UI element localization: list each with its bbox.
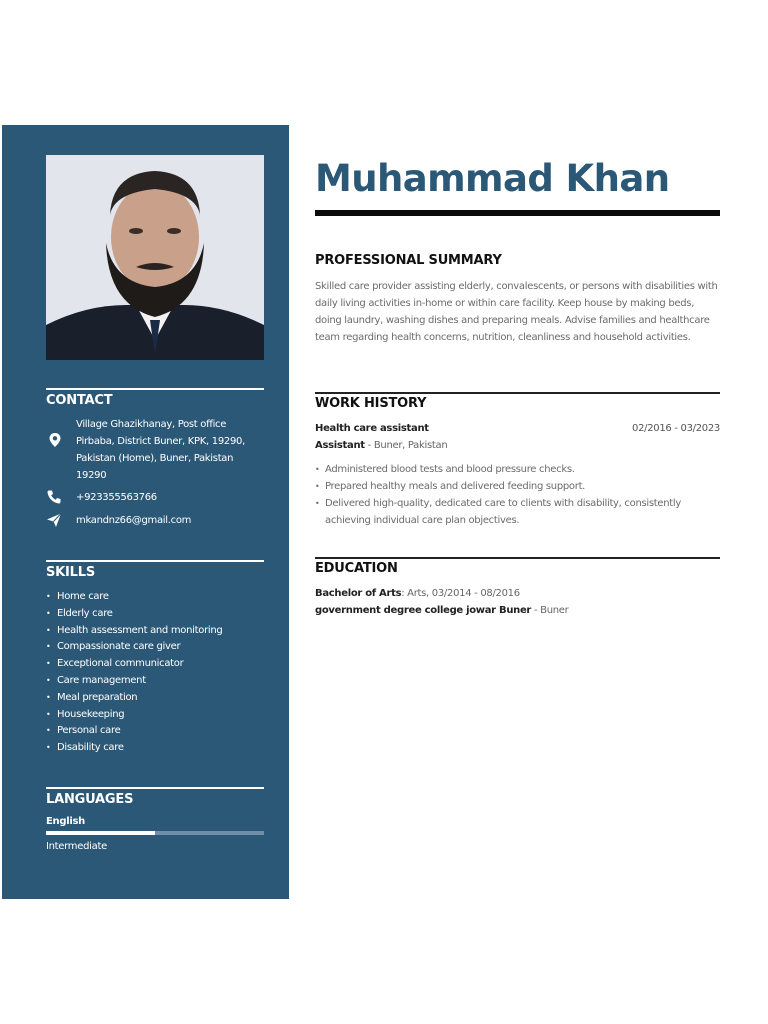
job-role: Assistant bbox=[315, 440, 365, 451]
job-dates: 02/2016 - 03/2023 bbox=[632, 423, 720, 434]
skill-item: • Care management bbox=[46, 673, 264, 690]
degree-row bbox=[315, 588, 720, 599]
contact-divider bbox=[46, 388, 264, 390]
job-title-row bbox=[315, 423, 720, 434]
skill-item: • Elderly care bbox=[46, 606, 264, 623]
skill-item: • Personal care bbox=[46, 723, 264, 740]
contact-heading: CONTACT bbox=[46, 393, 113, 408]
sidebar bbox=[2, 125, 289, 899]
job-location: - Buner, Pakistan bbox=[367, 440, 448, 451]
skills-list bbox=[46, 589, 264, 757]
school-row bbox=[315, 605, 720, 616]
language-proficiency-bar bbox=[46, 831, 264, 835]
skill-item: • Meal preparation bbox=[46, 690, 264, 707]
education-heading: EDUCATION bbox=[315, 561, 398, 576]
work-heading: WORK HISTORY bbox=[315, 396, 427, 411]
languages-section bbox=[46, 787, 264, 852]
main-content bbox=[315, 125, 720, 899]
language-level: Intermediate bbox=[46, 841, 107, 852]
language-proficiency-fill bbox=[46, 831, 155, 835]
job-role-row bbox=[315, 440, 720, 451]
language-name: English bbox=[46, 816, 85, 827]
skill-item: • Exceptional communicator bbox=[46, 656, 264, 673]
skills-heading: SKILLS bbox=[46, 565, 96, 580]
send-icon bbox=[46, 512, 62, 528]
skill-item: • Home care bbox=[46, 589, 264, 606]
profile-photo bbox=[46, 155, 264, 360]
work-divider bbox=[315, 392, 720, 394]
job-duty: • Prepared healthy meals and delivered feeding support. bbox=[315, 478, 720, 495]
languages-divider bbox=[46, 787, 264, 789]
job-title: Health care assistant bbox=[315, 423, 429, 434]
location-pin-icon bbox=[47, 432, 63, 448]
skill-item: • Disability care bbox=[46, 740, 264, 757]
degree-name: Bachelor of Arts bbox=[315, 588, 402, 599]
school-location: - Buner bbox=[533, 605, 569, 616]
name-underline bbox=[315, 210, 720, 216]
job-duty: • Delivered high-quality, dedicated care to clients with disability, consistently achieving individual care plan objectives. bbox=[315, 495, 720, 529]
phone-text[interactable]: +923355563766 bbox=[76, 492, 157, 503]
skill-item: • Compassionate care giver bbox=[46, 639, 264, 656]
email-text[interactable]: mkandnz66@gmail.com bbox=[76, 515, 192, 526]
job-duty: • Administered blood tests and blood pressure checks. bbox=[315, 461, 720, 478]
summary-text: Skilled care provider assisting elderly, convalescents, or persons with disabilities with daily living activities in-home or within care facility. Keep house by making beds, doing laundry, washing dishes and preparing meals. Advise families and healthcare team regarding health concerns, nutrition, cleanliness and household activities. bbox=[315, 281, 718, 343]
degree-detail: : Arts, 03/2014 - 08/2016 bbox=[401, 588, 520, 599]
education-divider bbox=[315, 557, 720, 559]
school-name: government degree college jowar Buner bbox=[315, 605, 532, 616]
phone-icon bbox=[46, 489, 62, 505]
resume-page bbox=[2, 125, 766, 899]
candidate-name: Muhammad Khan bbox=[315, 157, 670, 200]
skill-item: • Housekeeping bbox=[46, 707, 264, 724]
address-text: Village Ghazikhanay, Post office Pirbaba, District Buner, KPK, 19290, Pakistan (Home), Buner, Pakistan 19290 bbox=[76, 419, 245, 481]
skills-divider bbox=[46, 560, 264, 562]
skill-item: • Health assessment and monitoring bbox=[46, 623, 264, 640]
contact-section bbox=[46, 388, 264, 526]
skills-section bbox=[46, 560, 264, 757]
languages-heading: LANGUAGES bbox=[46, 792, 134, 807]
job-duties-list bbox=[315, 461, 720, 529]
summary-heading: PROFESSIONAL SUMMARY bbox=[315, 253, 502, 268]
